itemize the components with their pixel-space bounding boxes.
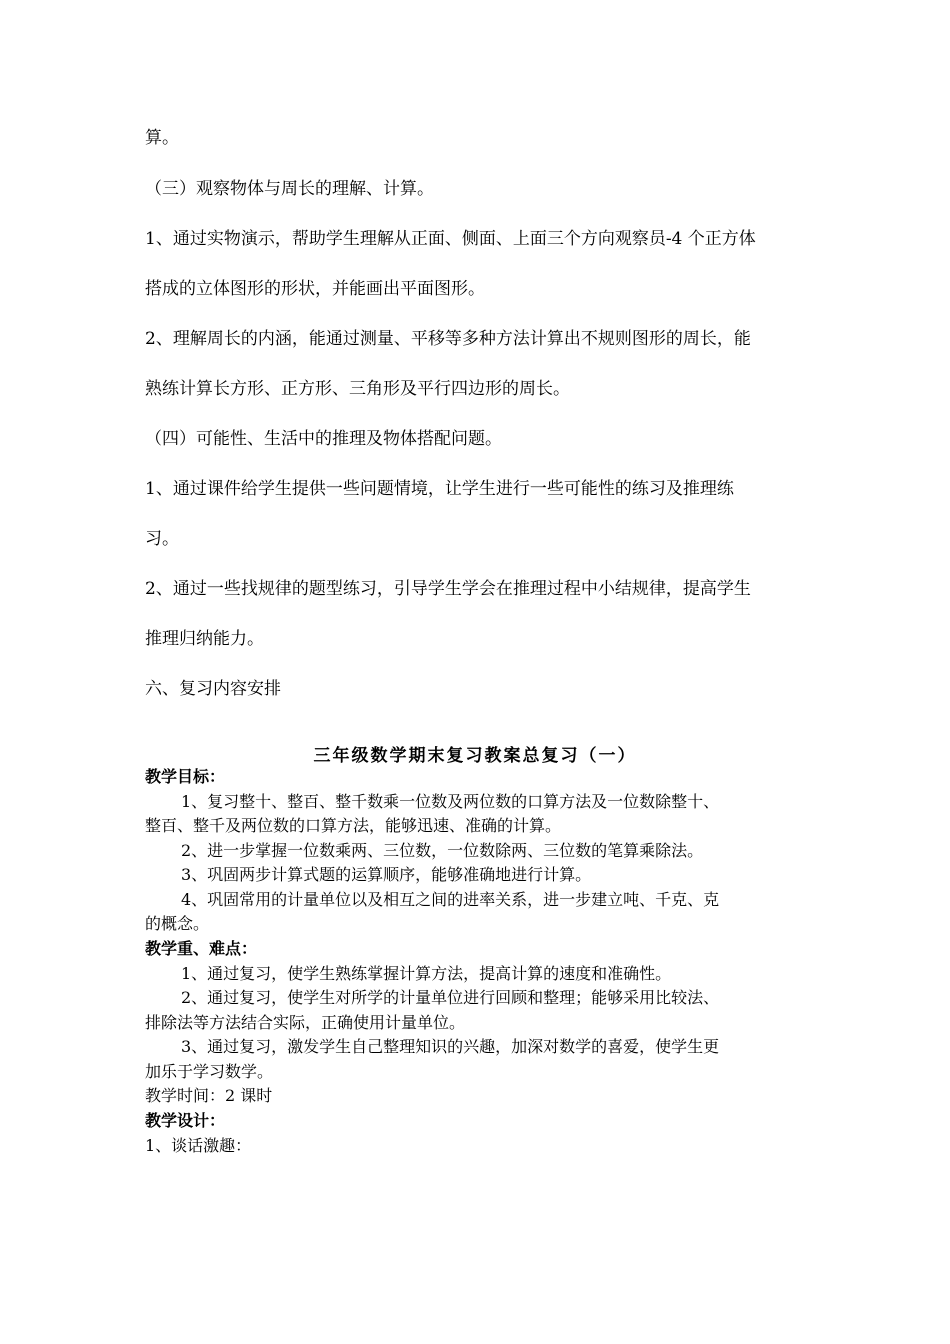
paragraph-line: 习。 [145,529,179,549]
goal-line: 4、巩固常用的计量单位以及相互之间的进率关系，进一步建立吨、千克、克 [181,890,720,909]
section-heading-arrangement: 六、复习内容安排 [145,679,281,699]
paragraph-line: 1、通过实物演示，帮助学生理解从正面、侧面、上面三个方向观察员-4 个正方体 [145,229,756,249]
paragraph-line: 熟练计算长方形、正方形、三角形及平行四边形的周长。 [145,379,570,399]
key-point-line: 加乐于学习数学。 [145,1062,274,1081]
paragraph-line: 2、通过一些找规律的题型练习，引导学生学会在推理过程中小结规律，提高学生 [145,579,751,599]
goal-line: 的概念。 [145,914,210,933]
goals-heading: 教学目标： [145,767,226,786]
paragraph-line: 1、通过课件给学生提供一些问题情境，让学生进行一些可能性的练习及推理练 [145,479,734,499]
key-points-heading: 教学重、难点： [145,939,258,958]
key-point-line: 2、通过复习，使学生对所学的计量单位进行回顾和整理；能够采用比较法、 [181,988,720,1007]
key-point-line: 1、通过复习，使学生熟练掌握计算方法，提高计算的速度和准确性。 [181,964,672,983]
key-point-line: 3、通过复习，激发学生自己整理知识的兴趣，加深对数学的喜爱，使学生更 [181,1037,720,1056]
section-heading-probability: （四）可能性、生活中的推理及物体搭配问题。 [145,429,502,449]
goal-line: 整百、整千及两位数的口算方法，能够迅速、准确的计算。 [145,816,562,835]
key-point-line: 排除法等方法结合实际，正确使用计量单位。 [145,1013,466,1032]
design-heading: 教学设计： [145,1111,226,1130]
goal-line: 2、进一步掌握一位数乘两、三位数，一位数除两、三位数的笔算乘除法。 [181,841,704,860]
design-line: 1、谈话激趣： [145,1136,252,1155]
section-heading-observe: （三）观察物体与周长的理解、计算。 [145,179,434,199]
lesson-time: 教学时间：2 课时 [145,1086,273,1105]
paragraph-line: 搭成的立体图形的形状，并能画出平面图形。 [145,279,485,299]
paragraph-line: 推理归纳能力。 [145,629,264,649]
paragraph-line: 算。 [145,128,179,148]
goal-line: 1、复习整十、整百、整千数乘一位数及两位数的口算方法及一位数除整十、 [181,792,720,811]
goal-line: 3、巩固两步计算式题的运算顺序，能够准确地进行计算。 [181,865,592,884]
paragraph-line: 2、理解周长的内涵，能通过测量、平移等多种方法计算出不规则图形的周长，能 [145,329,751,349]
lesson-title: 三年级数学期末复习教案总复习（一） [313,746,637,766]
